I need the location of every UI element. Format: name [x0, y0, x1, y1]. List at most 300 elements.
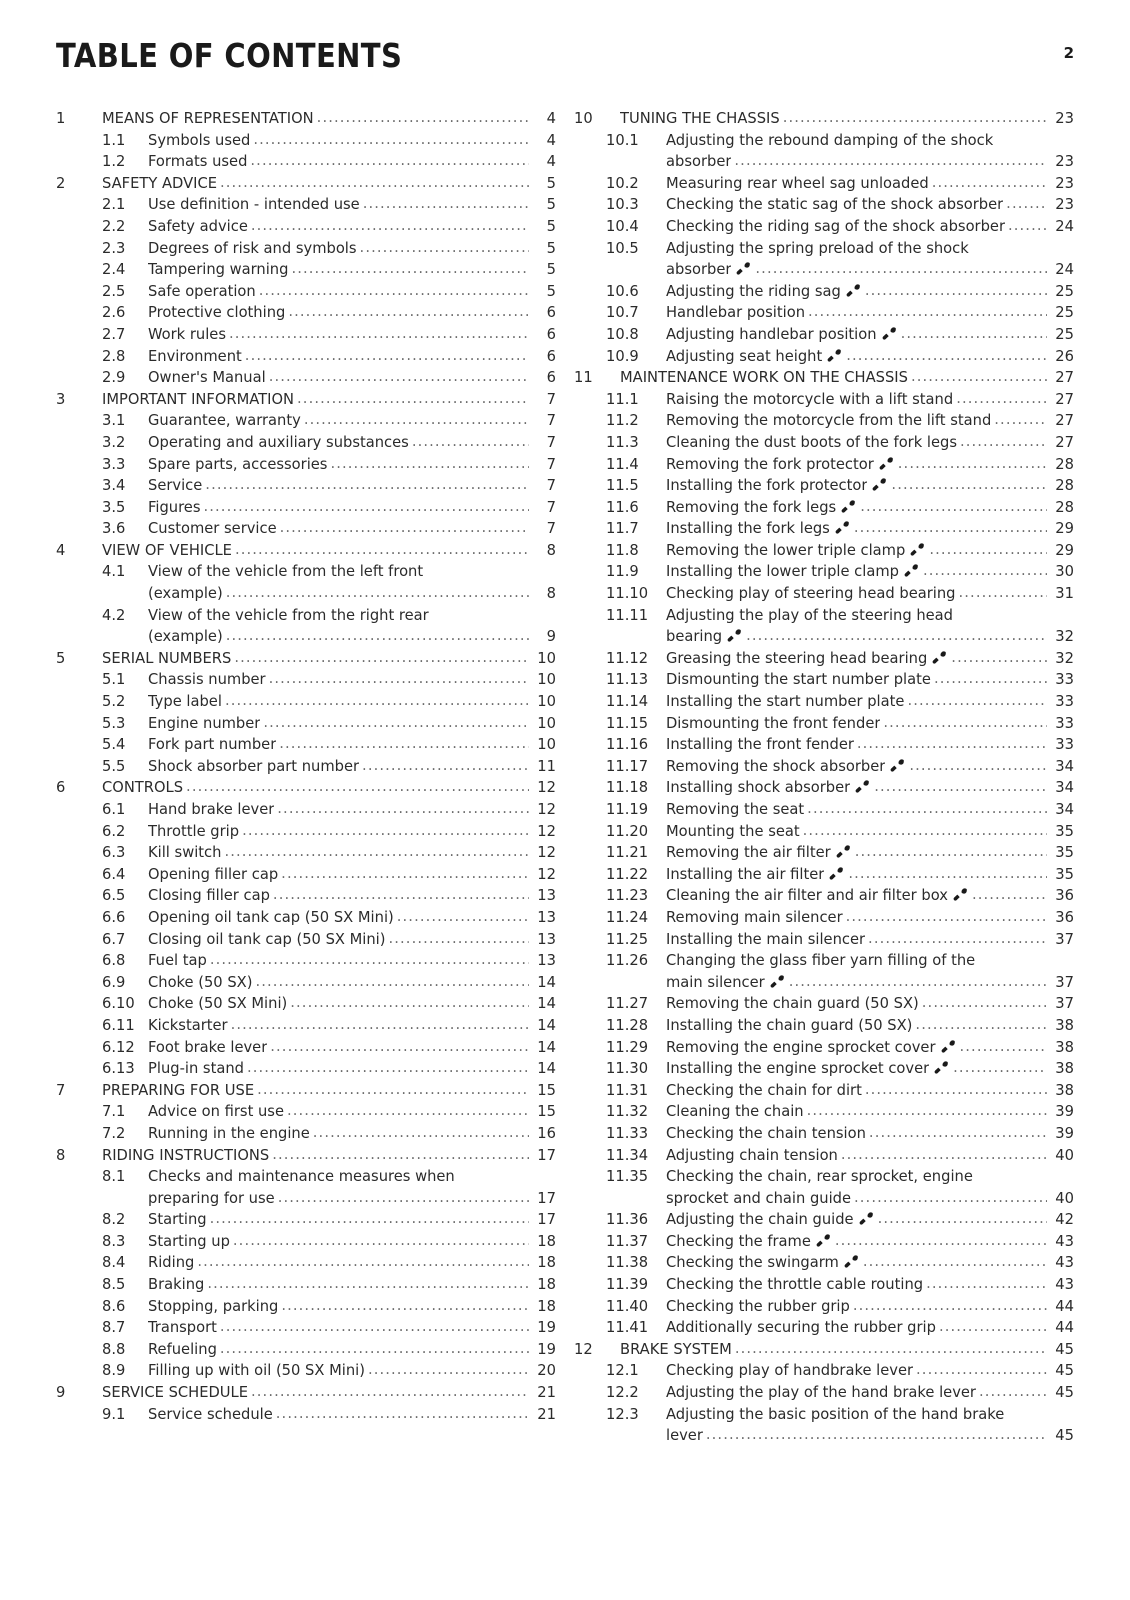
toc-row[interactable] — [574, 993, 1074, 1015]
toc-row[interactable] — [56, 1123, 556, 1145]
toc-row[interactable] — [56, 756, 556, 778]
toc-entry[interactable] — [574, 1360, 1074, 1382]
toc-entry[interactable] — [574, 821, 1074, 843]
toc-entry[interactable] — [56, 497, 556, 519]
toc-row[interactable] — [56, 194, 556, 216]
dot-leader — [360, 237, 529, 259]
toc-row[interactable] — [574, 1339, 1074, 1361]
toc-row[interactable] — [574, 1209, 1074, 1231]
dot-leader — [233, 1230, 529, 1252]
toc-entry[interactable] — [56, 130, 556, 152]
toc-row[interactable] — [574, 1296, 1074, 1318]
toc-entry[interactable] — [574, 907, 1074, 929]
toc-entry[interactable] — [56, 432, 556, 454]
toc-entry-label: Opening oil tank cap (50 SX Mini) — [148, 908, 394, 926]
toc-entry[interactable] — [56, 1382, 556, 1404]
toc-row[interactable] — [56, 1274, 556, 1296]
toc-row[interactable] — [56, 1080, 556, 1102]
toc-entry-label: Installing the air filter — [666, 865, 825, 883]
toc-entry[interactable] — [574, 238, 1074, 281]
toc-entry[interactable] — [56, 1080, 556, 1102]
toc-row[interactable] — [56, 561, 556, 583]
dot-leader — [857, 733, 1047, 755]
toc-entry[interactable] — [56, 367, 556, 389]
toc-entry[interactable] — [574, 540, 1074, 562]
toc-entry-label: Closing filler cap — [148, 887, 270, 905]
toc-row[interactable] — [56, 1296, 556, 1318]
toc-row[interactable] — [574, 1123, 1074, 1145]
toc-row[interactable] — [574, 475, 1074, 497]
toc-row[interactable] — [574, 410, 1074, 432]
toc-entry[interactable] — [574, 1404, 1074, 1447]
toc-entry[interactable] — [56, 518, 556, 540]
toc-entry[interactable] — [56, 885, 556, 907]
toc-page-number: 31 — [1055, 585, 1074, 603]
toc-entry[interactable] — [574, 281, 1074, 303]
toc-entry[interactable] — [574, 194, 1074, 216]
toc-entry[interactable] — [574, 777, 1074, 799]
toc-entry[interactable] — [574, 432, 1074, 454]
toc-entry[interactable] — [56, 993, 556, 1015]
toc-entry[interactable] — [574, 864, 1074, 886]
toc-entry-number: 12.1 — [606, 1362, 639, 1380]
toc-entry[interactable] — [574, 929, 1074, 951]
toc-entry-label: Degrees of risk and symbols — [148, 239, 357, 257]
toc-entry[interactable] — [56, 1404, 556, 1426]
toc-entry[interactable] — [56, 734, 556, 756]
toc-row[interactable] — [56, 713, 556, 735]
toc-entry[interactable] — [574, 691, 1074, 713]
toc-entry[interactable] — [574, 389, 1074, 411]
toc-page-number: 7 — [546, 477, 556, 495]
toc-entry-number: 11.3 — [606, 433, 639, 451]
toc-row[interactable] — [574, 1382, 1074, 1404]
toc-entry[interactable] — [574, 130, 1074, 173]
toc-entry-number: 2.9 — [102, 369, 126, 387]
wrench-icon — [841, 500, 856, 513]
toc-row[interactable] — [56, 1145, 556, 1167]
toc-entry-number: 11.35 — [606, 1168, 649, 1186]
toc-entry[interactable] — [574, 842, 1074, 864]
toc-row[interactable] — [56, 173, 556, 195]
toc-entry-number: 3.4 — [102, 477, 126, 495]
toc-entry[interactable] — [56, 281, 556, 303]
toc-row[interactable] — [574, 885, 1074, 907]
toc-entry[interactable] — [56, 302, 556, 324]
toc-entry-label: Chassis number — [148, 671, 266, 689]
toc-entry[interactable] — [574, 1317, 1074, 1339]
toc-row[interactable] — [56, 1404, 556, 1426]
toc-entry[interactable] — [56, 713, 556, 735]
toc-row[interactable] — [574, 302, 1074, 324]
toc-row[interactable] — [574, 281, 1074, 303]
toc-row[interactable] — [56, 497, 556, 519]
toc-entry[interactable] — [574, 1231, 1074, 1253]
toc-row-continuation[interactable] — [574, 151, 1074, 173]
toc-entry[interactable] — [574, 346, 1074, 368]
toc-entry[interactable] — [56, 259, 556, 281]
toc-entry[interactable] — [56, 972, 556, 994]
toc-row[interactable] — [56, 777, 556, 799]
toc-row[interactable] — [574, 367, 1074, 389]
toc-row[interactable] — [574, 1145, 1074, 1167]
toc-row-continuation[interactable] — [574, 626, 1074, 648]
toc-entry[interactable] — [56, 929, 556, 951]
toc-row[interactable] — [574, 1274, 1074, 1296]
toc-row[interactable] — [56, 605, 556, 627]
toc-entry[interactable] — [56, 907, 556, 929]
toc-entry[interactable] — [56, 108, 556, 130]
toc-entry[interactable] — [574, 1145, 1074, 1167]
toc-entry[interactable] — [56, 1101, 556, 1123]
dot-leader — [865, 280, 1047, 302]
toc-entry-number: 6.4 — [102, 865, 126, 883]
toc-entry-number: 1.2 — [102, 153, 126, 171]
toc-entry[interactable] — [56, 475, 556, 497]
toc-entry-label: CONTROLS — [102, 779, 184, 797]
toc-entry[interactable] — [56, 410, 556, 432]
toc-row[interactable] — [56, 1166, 556, 1188]
toc-entry[interactable] — [574, 518, 1074, 540]
toc-entry[interactable] — [56, 1037, 556, 1059]
toc-entry[interactable] — [574, 1166, 1074, 1209]
toc-entry[interactable] — [56, 799, 556, 821]
toc-entry[interactable] — [574, 1252, 1074, 1274]
toc-row[interactable] — [574, 108, 1074, 130]
toc-entry-label: MEANS OF REPRESENTATION — [102, 110, 314, 127]
toc-row[interactable] — [56, 518, 556, 540]
toc-entry-label: Owner's Manual — [148, 369, 266, 387]
toc-entry-label: SAFETY ADVICE — [102, 174, 217, 192]
toc-entry[interactable] — [56, 1339, 556, 1361]
toc-row[interactable] — [574, 1231, 1074, 1253]
toc-row[interactable] — [56, 302, 556, 324]
toc-row[interactable] — [56, 799, 556, 821]
toc-row[interactable] — [574, 561, 1074, 583]
toc-row[interactable] — [56, 540, 556, 562]
toc-entry[interactable] — [56, 540, 556, 562]
toc-row[interactable] — [56, 864, 556, 886]
dot-leader — [277, 798, 529, 820]
toc-entry[interactable] — [574, 756, 1074, 778]
toc-entry[interactable] — [56, 324, 556, 346]
dot-leader — [855, 841, 1047, 863]
wrench-icon — [855, 780, 870, 793]
toc-page-number: 27 — [1055, 369, 1074, 387]
toc-entry[interactable] — [574, 993, 1074, 1015]
toc-row[interactable] — [56, 432, 556, 454]
toc-entry[interactable] — [574, 497, 1074, 519]
toc-entry[interactable] — [56, 1274, 556, 1296]
toc-entry[interactable] — [574, 583, 1074, 605]
toc-row[interactable] — [574, 777, 1074, 799]
toc-row[interactable] — [56, 389, 556, 411]
toc-page-number: 23 — [1055, 110, 1074, 127]
toc-entry[interactable] — [56, 389, 556, 411]
toc-row[interactable] — [56, 929, 556, 951]
toc-entry[interactable] — [56, 669, 556, 691]
toc-row[interactable] — [56, 410, 556, 432]
toc-row[interactable] — [574, 756, 1074, 778]
toc-row-continuation[interactable] — [574, 259, 1074, 281]
toc-page-number: 29 — [1055, 520, 1074, 538]
toc-entry[interactable] — [56, 864, 556, 886]
toc-row[interactable] — [574, 518, 1074, 540]
toc-row[interactable] — [574, 821, 1074, 843]
toc-entry[interactable] — [574, 1123, 1074, 1145]
toc-row-continuation[interactable] — [56, 583, 556, 605]
toc-entry[interactable] — [56, 648, 556, 670]
toc-row[interactable] — [56, 1231, 556, 1253]
toc-row[interactable] — [574, 1080, 1074, 1102]
toc-entry[interactable] — [56, 561, 556, 604]
toc-entry[interactable] — [574, 1058, 1074, 1080]
dot-leader — [916, 1359, 1047, 1381]
toc-row[interactable] — [574, 691, 1074, 713]
toc-entry[interactable] — [56, 1317, 556, 1339]
toc-entry[interactable] — [574, 713, 1074, 735]
toc-entry-number: 1.1 — [102, 131, 126, 149]
toc-row[interactable] — [56, 238, 556, 260]
toc-entry[interactable] — [574, 108, 1074, 130]
dot-leader — [898, 453, 1047, 475]
toc-entry[interactable] — [56, 151, 556, 173]
toc-entry-number: 11.9 — [606, 563, 639, 581]
toc-row[interactable] — [56, 1037, 556, 1059]
toc-row[interactable] — [56, 1209, 556, 1231]
toc-row[interactable] — [56, 151, 556, 173]
toc-row-continuation[interactable] — [574, 1425, 1074, 1447]
toc-entry[interactable] — [574, 950, 1074, 993]
toc-entry[interactable] — [574, 324, 1074, 346]
toc-row[interactable] — [574, 216, 1074, 238]
toc-entry-number: 8.8 — [102, 1340, 126, 1358]
toc-row[interactable] — [574, 130, 1074, 152]
toc-page-number: 38 — [1055, 1016, 1074, 1034]
toc-row[interactable] — [56, 950, 556, 972]
toc-entry[interactable] — [56, 756, 556, 778]
toc-row[interactable] — [56, 1015, 556, 1037]
dot-leader — [204, 496, 530, 518]
toc-entry[interactable] — [574, 1274, 1074, 1296]
toc-row-continuation[interactable] — [56, 1188, 556, 1210]
toc-entry[interactable] — [574, 669, 1074, 691]
toc-row[interactable] — [56, 885, 556, 907]
toc-entry[interactable] — [56, 1015, 556, 1037]
toc-row[interactable] — [56, 281, 556, 303]
toc-page-number: 12 — [537, 865, 556, 883]
toc-entry[interactable] — [56, 216, 556, 238]
toc-row[interactable] — [574, 173, 1074, 195]
toc-row[interactable] — [56, 108, 556, 130]
toc-entry[interactable] — [56, 842, 556, 864]
toc-entry[interactable] — [56, 1058, 556, 1080]
toc-entry[interactable] — [56, 605, 556, 648]
toc-row-continuation[interactable] — [574, 972, 1074, 994]
toc-row[interactable] — [56, 454, 556, 476]
toc-entry[interactable] — [56, 346, 556, 368]
dot-leader — [846, 906, 1047, 928]
dot-leader — [953, 1057, 1047, 1079]
toc-entry-label: Starting — [148, 1211, 207, 1229]
dot-leader — [220, 1338, 529, 1360]
dot-leader — [854, 517, 1047, 539]
toc-row[interactable] — [574, 1015, 1074, 1037]
toc-entry[interactable] — [574, 1296, 1074, 1318]
toc-entry[interactable] — [574, 648, 1074, 670]
toc-row[interactable] — [574, 1101, 1074, 1123]
toc-page-number: 28 — [1055, 455, 1074, 473]
page-title: TABLE OF CONTENTS — [56, 36, 403, 75]
toc-row[interactable] — [574, 1404, 1074, 1426]
toc-entry[interactable] — [56, 821, 556, 843]
toc-entry[interactable] — [574, 410, 1074, 432]
toc-entry[interactable] — [574, 1382, 1074, 1404]
toc-entry[interactable] — [56, 950, 556, 972]
toc-entry[interactable] — [574, 1339, 1074, 1361]
toc-entry[interactable] — [56, 194, 556, 216]
toc-row[interactable] — [56, 842, 556, 864]
toc-row[interactable] — [574, 346, 1074, 368]
dot-leader — [207, 1273, 529, 1295]
toc-entry-number: 12 — [574, 1340, 593, 1358]
toc-row[interactable] — [574, 540, 1074, 562]
toc-row[interactable] — [574, 583, 1074, 605]
toc-row[interactable] — [56, 1252, 556, 1274]
toc-entry-label: View of the vehicle from the left front — [148, 563, 424, 581]
toc-entry[interactable] — [56, 1360, 556, 1382]
toc-entry[interactable] — [56, 691, 556, 713]
toc-row-continuation[interactable] — [56, 626, 556, 648]
toc-entry[interactable] — [574, 1015, 1074, 1037]
toc-row[interactable] — [574, 950, 1074, 972]
toc-page-number: 10 — [537, 714, 556, 732]
toc-row[interactable] — [56, 1101, 556, 1123]
toc-row[interactable] — [574, 864, 1074, 886]
toc-row[interactable] — [56, 324, 556, 346]
toc-entry-number: 11.1 — [606, 390, 639, 408]
toc-row[interactable] — [56, 691, 556, 713]
toc-row[interactable] — [574, 713, 1074, 735]
toc-entry[interactable] — [574, 454, 1074, 476]
toc-row[interactable] — [574, 1317, 1074, 1339]
toc-entry[interactable] — [574, 605, 1074, 648]
toc-row[interactable] — [574, 648, 1074, 670]
toc-entry[interactable] — [574, 475, 1074, 497]
toc-entry-label: Safe operation — [148, 282, 256, 300]
toc-entry[interactable] — [574, 799, 1074, 821]
toc-entry[interactable] — [574, 173, 1074, 195]
toc-entry-number: 11.4 — [606, 455, 639, 473]
toc-entry[interactable] — [56, 238, 556, 260]
toc-row[interactable] — [574, 907, 1074, 929]
dot-leader — [807, 1100, 1047, 1122]
toc-row[interactable] — [56, 346, 556, 368]
toc-entry[interactable] — [574, 1037, 1074, 1059]
toc-row[interactable] — [56, 1317, 556, 1339]
toc-entry-label: Figures — [148, 498, 201, 516]
dot-leader — [841, 1144, 1047, 1166]
toc-row[interactable] — [56, 475, 556, 497]
toc-row[interactable] — [56, 130, 556, 152]
toc-entry-label: Removing the fork protector — [666, 455, 874, 473]
toc-entry[interactable] — [574, 216, 1074, 238]
toc-entry-label: Cleaning the dust boots of the fork legs — [666, 433, 957, 451]
toc-entry[interactable] — [56, 1296, 556, 1318]
dot-leader — [960, 1036, 1047, 1058]
toc-row[interactable] — [574, 799, 1074, 821]
toc-row[interactable] — [574, 1252, 1074, 1274]
toc-row[interactable] — [574, 1058, 1074, 1080]
toc-entry[interactable] — [574, 1209, 1074, 1231]
toc-row[interactable] — [574, 497, 1074, 519]
toc-row[interactable] — [56, 648, 556, 670]
toc-row[interactable] — [56, 367, 556, 389]
toc-row[interactable] — [574, 734, 1074, 756]
toc-entry[interactable] — [56, 1252, 556, 1274]
toc-entry-label: Changing the glass fiber yarn filling of the — [666, 952, 976, 970]
toc-row[interactable] — [56, 734, 556, 756]
toc-entry[interactable] — [574, 302, 1074, 324]
toc-row[interactable] — [574, 929, 1074, 951]
toc-entry[interactable] — [56, 777, 556, 799]
toc-row[interactable] — [574, 389, 1074, 411]
toc-entry[interactable] — [574, 1101, 1074, 1123]
toc-entry[interactable] — [56, 454, 556, 476]
toc-entry[interactable] — [574, 885, 1074, 907]
toc-row[interactable] — [574, 1037, 1074, 1059]
toc-row[interactable] — [56, 216, 556, 238]
toc-row[interactable] — [574, 432, 1074, 454]
toc-entry[interactable] — [56, 1145, 556, 1167]
toc-entry[interactable] — [574, 561, 1074, 583]
toc-row[interactable] — [56, 972, 556, 994]
toc-row[interactable] — [574, 842, 1074, 864]
toc-row[interactable] — [574, 238, 1074, 260]
dot-leader — [412, 431, 529, 453]
toc-row[interactable] — [574, 454, 1074, 476]
toc-entry[interactable] — [56, 1166, 556, 1209]
dot-leader — [259, 280, 529, 302]
toc-row[interactable] — [56, 821, 556, 843]
toc-row[interactable] — [574, 1166, 1074, 1188]
toc-entry-label: Customer service — [148, 520, 277, 538]
toc-entry-label: Checking the chain for dirt — [666, 1081, 862, 1099]
toc-row[interactable] — [56, 993, 556, 1015]
dot-leader — [368, 1359, 529, 1381]
toc-row[interactable] — [574, 1360, 1074, 1382]
toc-entry[interactable] — [56, 1123, 556, 1145]
toc-row[interactable] — [574, 669, 1074, 691]
toc-entry[interactable] — [56, 1231, 556, 1253]
toc-row[interactable] — [56, 1339, 556, 1361]
toc-row[interactable] — [574, 324, 1074, 346]
toc-entry[interactable] — [56, 1209, 556, 1231]
toc-entry[interactable] — [574, 734, 1074, 756]
toc-row[interactable] — [574, 605, 1074, 627]
toc-row[interactable] — [56, 259, 556, 281]
toc-entry[interactable] — [574, 1080, 1074, 1102]
toc-row[interactable] — [56, 1382, 556, 1404]
toc-row[interactable] — [56, 907, 556, 929]
toc-row[interactable] — [574, 194, 1074, 216]
toc-row[interactable] — [56, 1360, 556, 1382]
toc-row[interactable] — [56, 1058, 556, 1080]
toc-row[interactable] — [56, 669, 556, 691]
toc-entry[interactable] — [574, 367, 1074, 389]
toc-row-continuation[interactable] — [574, 1188, 1074, 1210]
toc-entry[interactable] — [56, 173, 556, 195]
